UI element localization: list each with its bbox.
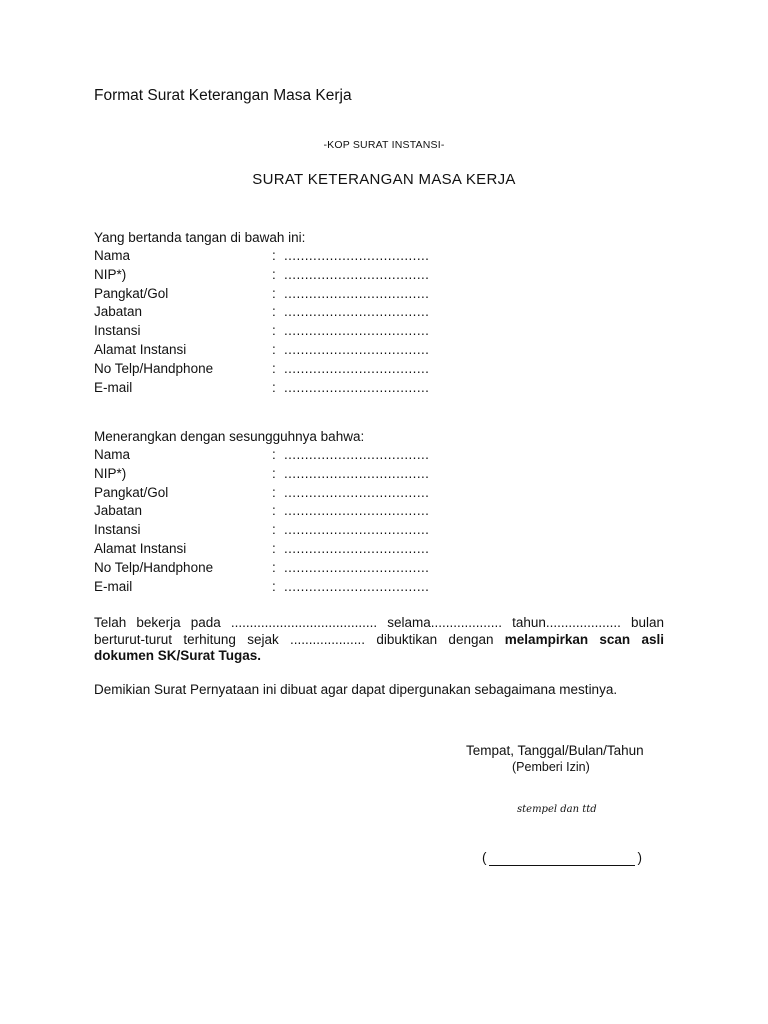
field-label: Jabatan: [94, 503, 143, 519]
field-label: Pangkat/Gol: [94, 285, 169, 301]
field-label: E-mail: [94, 578, 133, 594]
signer-field-row: [94, 285, 694, 304]
field-blank: ...................................: [284, 540, 430, 556]
closing-statement: Demikian Surat Pernyataan ini dibuat agar dapat dipergunakan sebagaimana mestinya.: [94, 682, 618, 697]
work-duration-text: Telah bekerja pada ....................................... selama................... tahun.................... bulan berturut-turut terhitung sejak .................... dibuktikan dengan: [94, 615, 664, 647]
field-blank: ...................................: [284, 266, 430, 282]
field-label: Nama: [94, 248, 131, 263]
subject-intro: Menerangkan dengan sesungguhnya bahwa:: [94, 429, 365, 444]
document-title: Format Surat Keterangan Masa Kerja: [94, 87, 352, 104]
field-colon: :: [272, 465, 276, 481]
field-label: Alamat Instansi: [94, 540, 187, 556]
subject-field-row: [94, 502, 694, 521]
signature-underline: [489, 865, 635, 866]
signature-name-line: [482, 850, 642, 868]
field-label: NIP*): [94, 266, 127, 282]
field-label: Instansi: [94, 522, 141, 538]
field-blank: ...................................: [284, 578, 430, 594]
field-colon: :: [272, 379, 276, 395]
work-duration-paragraph: [94, 615, 664, 665]
letterhead-placeholder: -KOP SURAT INSTANSI-: [323, 139, 445, 151]
field-blank: ...................................: [284, 522, 430, 538]
signer-intro: Yang bertanda tangan di bawah ini:: [94, 230, 306, 245]
subject-field-row: [94, 540, 694, 559]
field-label: E-mail: [94, 379, 133, 395]
letter-heading: SURAT KETERANGAN MASA KERJA: [252, 171, 516, 188]
subject-field-row: [94, 559, 694, 578]
field-blank: ...................................: [284, 379, 430, 395]
field-colon: :: [272, 522, 276, 538]
subject-field-row: [94, 578, 694, 597]
signature-close-paren: ): [637, 850, 642, 865]
signature-open-paren: (: [482, 850, 487, 865]
subject-section: [94, 427, 694, 596]
field-colon: :: [272, 341, 276, 357]
signer-field-row: [94, 322, 694, 341]
field-blank: ...................................: [284, 484, 430, 500]
signer-field-row: [94, 247, 694, 266]
field-colon: :: [272, 540, 276, 556]
field-colon: :: [272, 323, 276, 339]
signer-field-row: [94, 341, 694, 360]
field-blank: ...................................: [284, 248, 430, 263]
field-label: Nama: [94, 447, 131, 462]
field-blank: ...................................: [284, 503, 430, 519]
field-blank: ...................................: [284, 304, 430, 320]
field-colon: :: [272, 360, 276, 376]
signer-field-row: [94, 360, 694, 379]
field-label: Pangkat/Gol: [94, 484, 169, 500]
work-duration-evidence: melampirkan scan asli dokumen SK/Surat Tugas.: [94, 631, 664, 663]
field-blank: ...................................: [284, 465, 430, 481]
field-label: No Telp/Handphone: [94, 360, 214, 376]
signer-field-row: [94, 266, 694, 285]
field-blank: ...................................: [284, 341, 430, 357]
field-colon: :: [272, 447, 276, 462]
signer-section: [94, 228, 694, 397]
field-blank: ...................................: [284, 285, 430, 301]
signer-field-row: [94, 379, 694, 398]
field-blank: ...................................: [284, 447, 430, 462]
field-blank: ...................................: [284, 323, 430, 339]
field-label: No Telp/Handphone: [94, 559, 214, 575]
field-label: Instansi: [94, 323, 141, 339]
field-colon: :: [272, 266, 276, 282]
subject-field-row: [94, 446, 694, 465]
field-colon: :: [272, 578, 276, 594]
signer-field-row: [94, 303, 694, 322]
field-colon: :: [272, 285, 276, 301]
stamp-signature-note: stempel dan ttd: [517, 804, 597, 815]
field-blank: ...................................: [284, 360, 430, 376]
subject-field-row: [94, 484, 694, 503]
field-colon: :: [272, 484, 276, 500]
field-label: Alamat Instansi: [94, 341, 187, 357]
field-colon: :: [272, 304, 276, 320]
field-colon: :: [272, 559, 276, 575]
subject-field-row: [94, 521, 694, 540]
signer-role: (Pemberi Izin): [512, 760, 590, 774]
subject-field-row: [94, 465, 694, 484]
place-date-line: Tempat, Tanggal/Bulan/Tahun: [466, 743, 644, 758]
field-label: Jabatan: [94, 304, 143, 320]
field-colon: :: [272, 503, 276, 519]
field-blank: ...................................: [284, 559, 430, 575]
field-label: NIP*): [94, 465, 127, 481]
field-colon: :: [272, 248, 276, 263]
